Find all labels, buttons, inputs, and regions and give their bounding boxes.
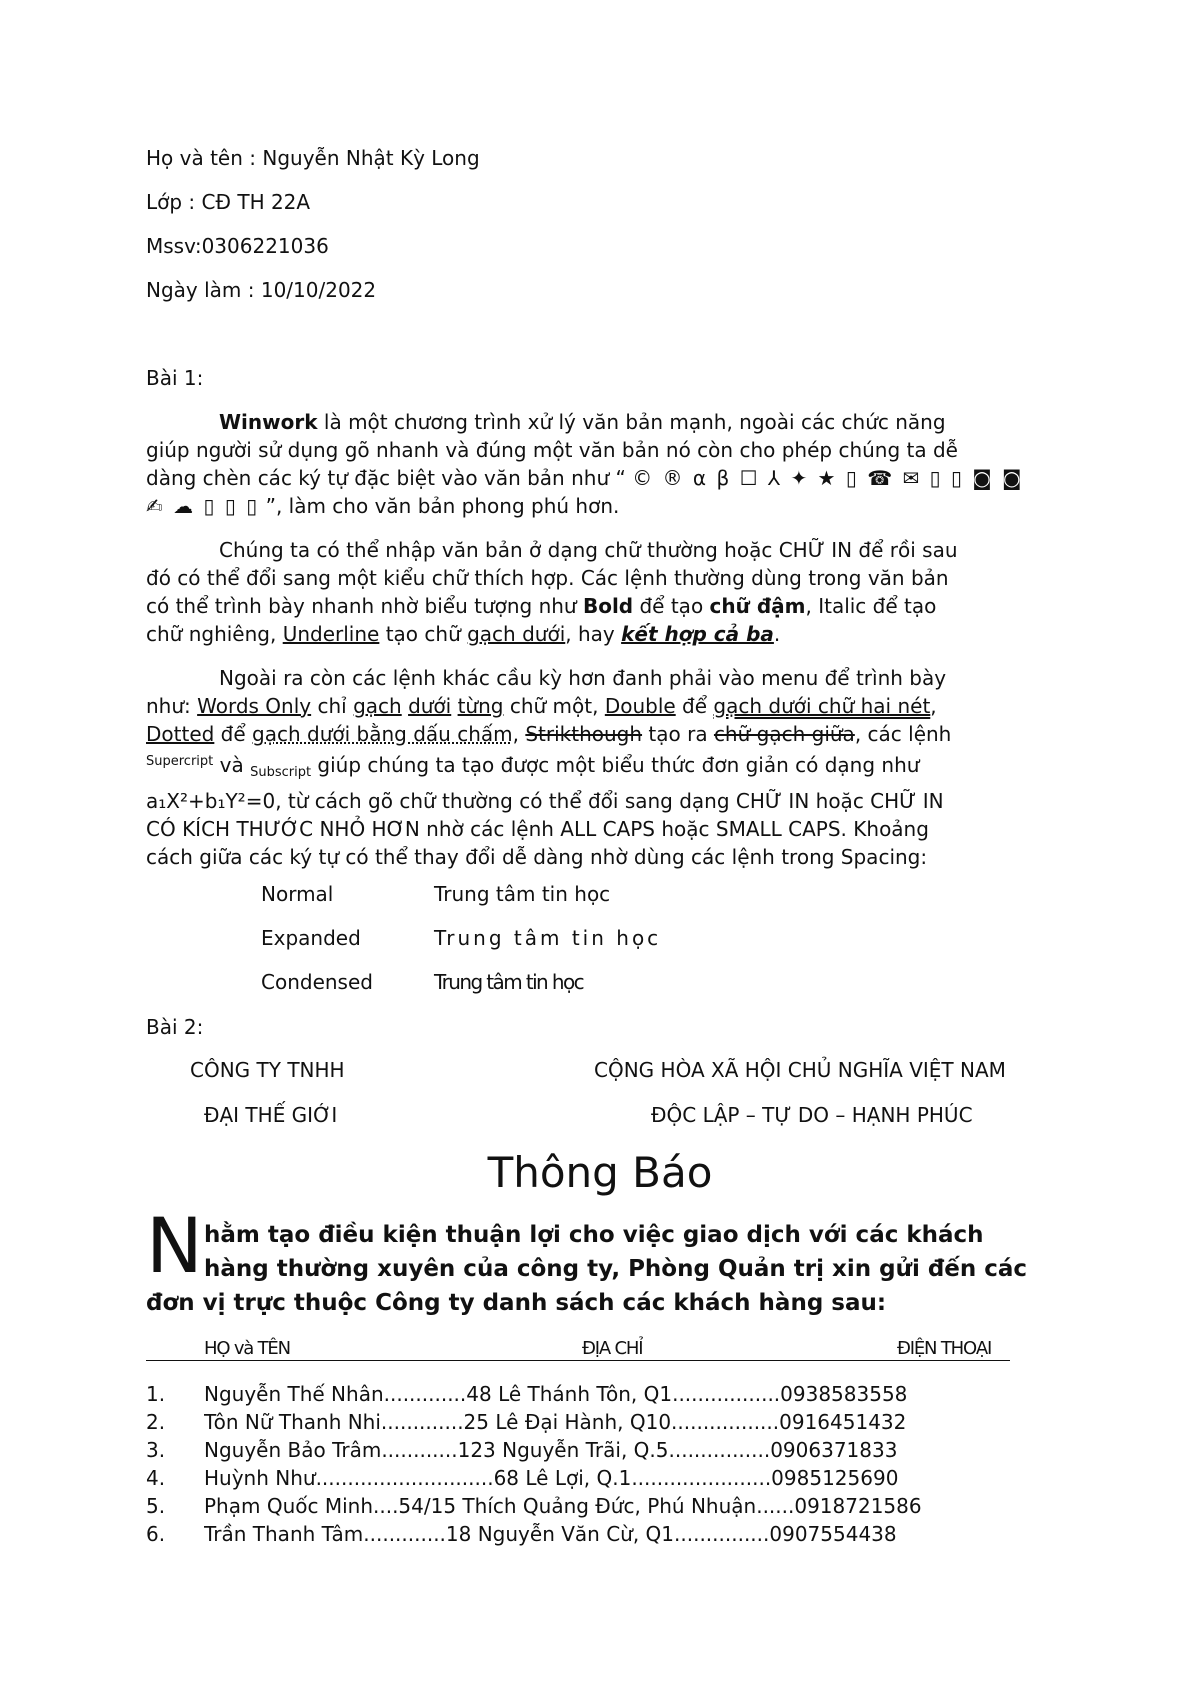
spacing-label-normal: Normal (261, 882, 334, 906)
double-underline-phrase: gạch dưới chữ hai nét (713, 694, 931, 718)
notice-line3: đơn vị trực thuộc Công ty danh sách các khách hàng sau: (146, 1290, 887, 1316)
underline-word: Underline (282, 622, 380, 646)
p2-line4-d: . (773, 622, 781, 646)
bai1-paragraph-3 (146, 664, 1058, 871)
drop-cap-letter: N (146, 1201, 203, 1290)
bai2-label: Bài 2: (146, 1015, 204, 1039)
row-text: Tôn Nữ Thanh Nhi.............25 Lê Đại Hành, Q10.................0916451432 (204, 1410, 907, 1434)
p1-line4: ”, làm cho văn bản phong phú hơn. (259, 494, 620, 518)
p3-line3-b: , (512, 722, 526, 746)
p3-line2-d: để (675, 694, 714, 718)
p3-line4-b: giúp chúng ta tạo được một biểu thức đơn giản có dạng như (311, 753, 920, 777)
spacing-sample-normal: Trung tâm tin học (434, 882, 611, 906)
p2-line3-b: để tạo (633, 594, 710, 618)
notice-body (146, 1218, 1066, 1320)
word-underline-1: gạch (353, 694, 402, 718)
p2-line4-c: , hay (565, 622, 622, 646)
republic-line2: ĐỘC LẬP – TỰ DO – HẠNH PHÚC (651, 1103, 973, 1127)
row-text: Nguyễn Bảo Trâm............123 Nguyễn Trãi, Q.5................0906371833 (204, 1438, 898, 1462)
p3-line2-e: , (930, 694, 937, 718)
republic-line1: CỘNG HÒA XÃ HỘI CHỦ NGHĨA VIỆT NAM (594, 1058, 1006, 1082)
p3-line3-d: , các lệnh (854, 722, 952, 746)
student-class: Lớp : CĐ TH 22A (146, 190, 311, 214)
spacing-sample-expanded: Trung tâm tin học (434, 926, 662, 950)
p1-line1: là một chương trình xử lý văn bản mạnh, ngoài các chức năng (317, 410, 946, 434)
table-row (146, 1436, 1010, 1464)
superscript-word: Supercript (146, 754, 214, 769)
spacing-label-condensed: Condensed (261, 970, 373, 994)
row-number: 6. (146, 1522, 166, 1546)
p3-line3-c: tạo ra (642, 722, 714, 746)
row-number: 3. (146, 1438, 166, 1462)
underline-phrase: gạch dưới (467, 622, 566, 646)
p1-line2: giúp người sử dụng gõ nhanh và đúng một văn bản nó còn cho phép chúng ta dễ (146, 438, 958, 462)
row-text: Phạm Quốc Minh....54/15 Thích Quảng Đức, Phú Nhuận......0918721586 (204, 1494, 922, 1518)
table-row (146, 1492, 1010, 1520)
header-phone: ĐIỆN THOẠI (897, 1338, 992, 1359)
company-name-line1: CÔNG TY TNHH (190, 1058, 345, 1082)
p3-line7: cách giữa các ký tự có thể thay đổi dễ dàng nhờ dùng các lệnh trong Spacing: (146, 845, 928, 869)
subscript-word: Subscript (250, 765, 312, 780)
header-name: HỌ và TÊN (204, 1338, 290, 1359)
word-underline-2: dưới (408, 694, 452, 718)
row-number: 2. (146, 1410, 166, 1434)
p2-line1: Chúng ta có thể nhập văn bản ở dạng chữ thường hoặc CHỮ IN để rồi sau (219, 538, 958, 562)
p3-line6: CÓ KÍCH THƯỚC NHỎ HƠN nhờ các lệnh ALL CAPS hoặc SMALL CAPS. Khoảng (146, 817, 929, 841)
company-name-line2: ĐẠI THẾ GIỚI (204, 1103, 338, 1127)
special-symbols: © ® α β ☐ ⅄ ✦ ★ ▯ ☎ ✉ ▯ ▯ ◙ ◙ (632, 466, 1024, 490)
p2-line2: đó có thể đổi sang một kiểu chữ thích hợp. Các lệnh thường dùng trong văn bản (146, 566, 949, 590)
p3-line2-c: chữ một, (503, 694, 605, 718)
student-id: Mssv:0306221036 (146, 234, 329, 258)
bai1-paragraph-2 (146, 536, 1058, 648)
table-row (146, 1464, 1010, 1492)
notice-line1: hằm tạo điều kiện thuận lợi cho việc giao dịch với các khách (204, 1222, 984, 1248)
spacing-label-expanded: Expanded (261, 926, 361, 950)
student-name: Họ và tên : Nguyễn Nhật Kỳ Long (146, 146, 480, 170)
double-text: Double (604, 694, 676, 718)
p2-line3-a: có thể trình bày nhanh nhờ biểu tượng như (146, 594, 583, 618)
work-date: Ngày làm : 10/10/2022 (146, 278, 377, 302)
bai1-paragraph-1 (146, 408, 1058, 520)
p2-line3-c: , Italic để tạo (805, 594, 937, 618)
strikethrough-word: Strikthough (525, 722, 643, 746)
notice-line2: hàng thường xuyên của công ty, Phòng Quản trị xin gửi đến các (204, 1256, 1028, 1282)
word-underline-3: từng (457, 694, 504, 718)
p3-line4-a: và (213, 753, 251, 777)
row-number: 5. (146, 1494, 166, 1518)
dotted-underline-phrase: gạch dưới bằng dấu chấm (252, 722, 513, 746)
formula: a₁X²+b₁Y²=0 (146, 789, 276, 813)
row-text: Nguyễn Thế Nhân.............48 Lê Thánh Tôn, Q1.................0938583558 (204, 1382, 908, 1406)
dotted-text: Dotted (146, 722, 215, 746)
row-text: Trần Thanh Tâm.............18 Nguyễn Văn Cừ, Q1...............0907554438 (204, 1522, 897, 1546)
row-number: 1. (146, 1382, 166, 1406)
header-rule (146, 1360, 1010, 1361)
table-row (146, 1408, 1010, 1436)
spacing-sample-condensed: Trung tâm tin học (434, 970, 583, 994)
p2-line4-b: tạo chữ (379, 622, 468, 646)
bold-word: Bold (582, 594, 634, 618)
p3-line5: , từ cách gõ chữ thường có thể đổi sang dạng CHỮ IN hoặc CHỮ IN (275, 789, 944, 813)
row-text: Huỳnh Như............................68 Lê Lợi, Q.1......................0985125690 (204, 1466, 899, 1490)
bold-phrase: chữ đậm (709, 594, 806, 618)
p3-line1: Ngoài ra còn các lệnh khác cầu kỳ hơn đanh phải vào menu để trình bày (219, 666, 947, 690)
combined-style-phrase: kết hợp cả ba (621, 622, 774, 646)
bai1-label: Bài 1: (146, 366, 204, 390)
p1-line3: dàng chèn các ký tự đặc biệt vào văn bản như “ (146, 466, 633, 490)
p2-line4-a: chữ nghiêng, (146, 622, 283, 646)
table-row (146, 1380, 1010, 1408)
strikethrough-phrase: chữ gạch giữa (713, 722, 855, 746)
p3-line3-a: để (214, 722, 253, 746)
words-only-text: Words Only (197, 694, 312, 718)
table-row (146, 1520, 1010, 1548)
p3-line2-a: như: (146, 694, 198, 718)
row-number: 4. (146, 1466, 166, 1490)
winwork-bold: Winwork (219, 410, 318, 434)
notice-title: Thông Báo (487, 1148, 713, 1197)
special-symbols-2: ✍ ☁ ▯ ▯ ▯ (146, 494, 260, 518)
header-address: ĐỊA CHỈ (582, 1338, 643, 1359)
p3-line2-b: chỉ (311, 694, 354, 718)
